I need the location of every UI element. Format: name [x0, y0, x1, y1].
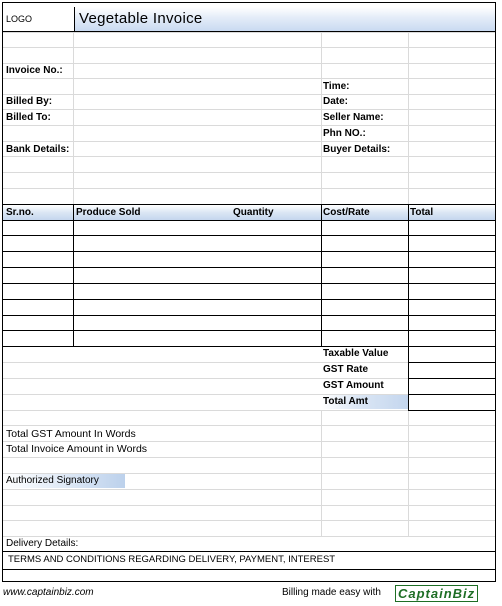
table-row	[3, 299, 495, 300]
column-header-produce-sold: Produce Sold	[76, 207, 141, 218]
billed-to-label: Billed To:	[6, 112, 51, 123]
table-row	[3, 330, 495, 331]
column-header-sr-no: Sr.no.	[6, 207, 34, 218]
terms-and-conditions: TERMS AND CONDITIONS REGARDING DELIVERY, PAYMENT, INTEREST	[8, 554, 336, 565]
brand-name: CaptainBiz	[395, 585, 478, 602]
column-header-total: Total	[410, 207, 434, 218]
gst-amount-label: GST Amount	[323, 380, 384, 391]
table-bottom-border	[3, 346, 495, 347]
buyer-details-label: Buyer Details:	[323, 144, 391, 155]
grid-line	[3, 425, 495, 426]
logo-placeholder: LOGO	[6, 14, 33, 24]
time-label: Time:	[323, 81, 350, 92]
authorized-signatory-label: Authorized Signatory	[6, 475, 99, 486]
table-row	[3, 251, 495, 252]
grid-line	[3, 125, 495, 126]
invoice-amount-in-words-label: Total Invoice Amount in Words	[6, 443, 148, 455]
seller-name-label: Seller Name:	[323, 112, 384, 123]
table-row	[3, 315, 495, 316]
grid-line	[3, 94, 495, 95]
summary-value-cell	[408, 378, 495, 379]
summary-value-cell	[408, 362, 495, 363]
column-header-cost-rate: Cost/Rate	[323, 207, 370, 218]
table-column-divider	[73, 204, 74, 346]
website-link[interactable]: www.captainbiz.com	[3, 587, 94, 598]
grid-line	[3, 489, 495, 490]
title-cell	[74, 7, 495, 31]
phone-no-label: Phn NO.:	[323, 128, 366, 139]
terms-border	[3, 551, 495, 552]
grid-column-line	[73, 32, 74, 204]
grid-line	[3, 505, 495, 506]
grid-line	[3, 457, 495, 458]
grid-line	[3, 520, 495, 521]
bank-details-label: Bank Details:	[6, 144, 70, 155]
grid-line	[3, 188, 495, 189]
invoice-title: Vegetable Invoice	[79, 10, 203, 27]
summary-value-cell	[408, 410, 495, 411]
billed-by-label: Billed By:	[6, 96, 53, 107]
captainbiz-logo	[395, 585, 478, 602]
table-column-divider	[321, 204, 322, 346]
header-border	[3, 31, 495, 32]
table-row	[3, 235, 495, 236]
taxable-value-label: Taxable Value	[323, 348, 389, 359]
grid-line	[3, 109, 495, 110]
column-header-quantity: Quantity	[233, 207, 274, 218]
delivery-details-label: Delivery Details:	[6, 538, 79, 549]
summary-value-cell	[408, 394, 495, 395]
grid-column-line	[408, 32, 409, 204]
grid-line	[3, 78, 495, 79]
footer-tagline: Billing made easy with	[282, 587, 381, 598]
invoice-no-label: Invoice No.:	[6, 65, 63, 76]
grid-line	[3, 141, 495, 142]
table-row	[3, 267, 495, 268]
gst-rate-label: GST Rate	[323, 364, 369, 375]
grid-line	[3, 47, 495, 48]
date-label: Date:	[323, 96, 349, 107]
grid-line	[3, 172, 495, 173]
grid-column-line	[321, 410, 322, 536]
invoice-sheet	[2, 2, 496, 582]
grid-line	[3, 32, 495, 33]
grid-line	[3, 156, 495, 157]
terms-border	[3, 569, 495, 570]
grid-column-line	[321, 32, 322, 204]
total-amt-label: Total Amt	[323, 396, 368, 407]
grid-line	[3, 63, 495, 64]
table-row	[3, 283, 495, 284]
grid-column-line	[408, 410, 409, 536]
gst-amount-in-words-label: Total GST Amount In Words	[6, 428, 136, 440]
table-column-divider	[408, 204, 409, 346]
footer	[0, 582, 502, 606]
